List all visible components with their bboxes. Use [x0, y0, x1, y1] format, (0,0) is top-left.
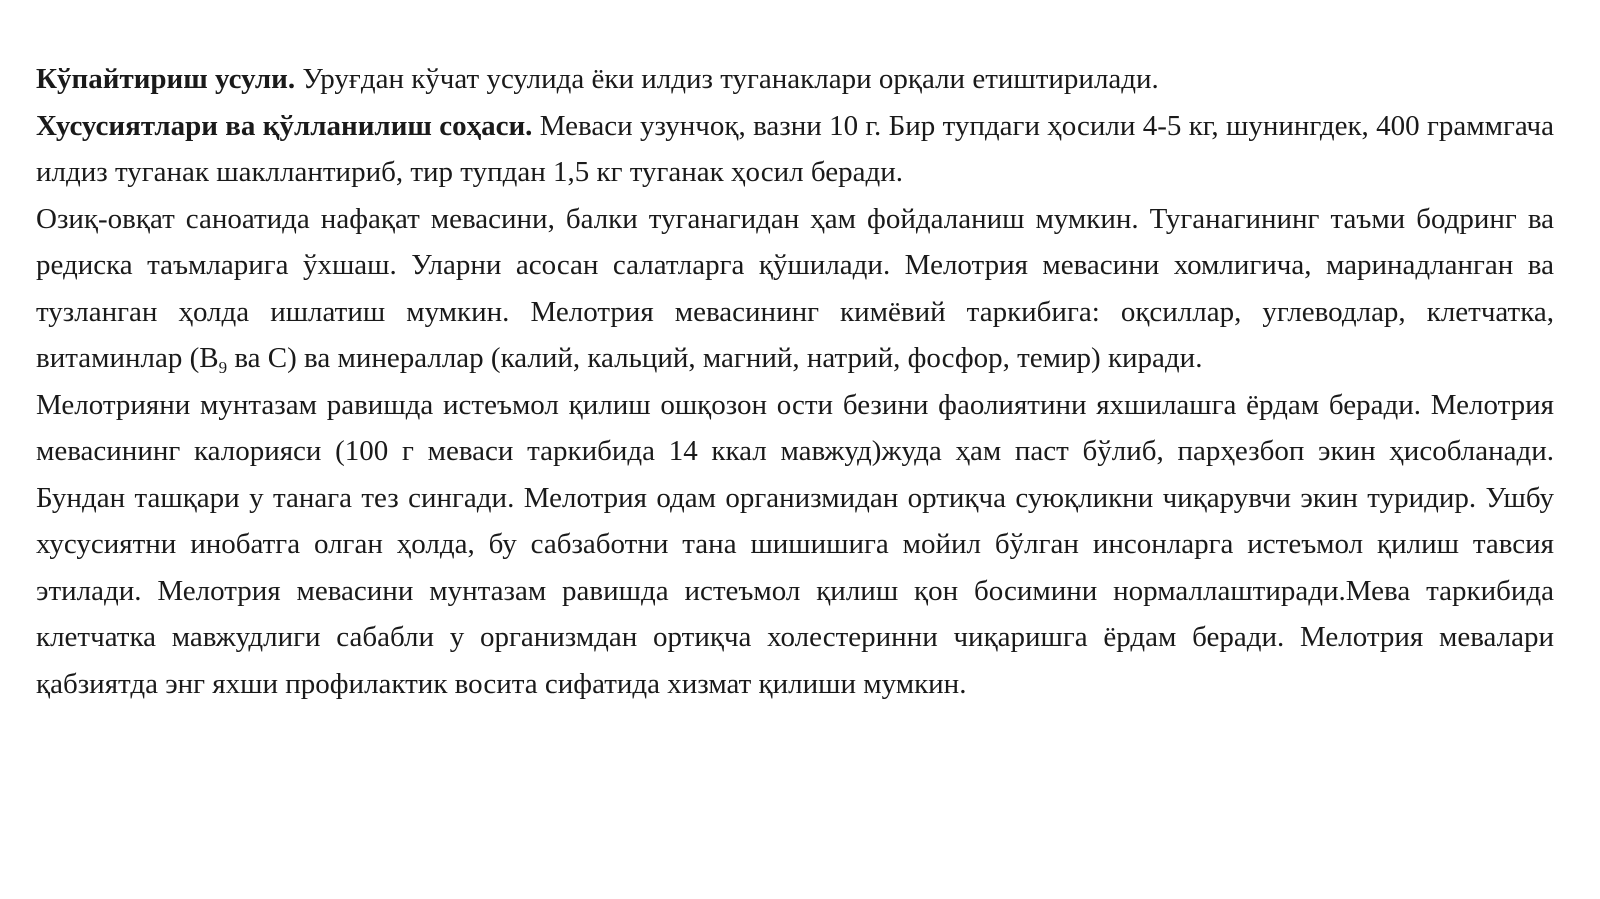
text-features: Меваси узунчоқ, вазни 10 г. Бир тупдаги ҳосили 4-5 кг, шунингдек, 400 граммгача илдиз туганак шакллантириб, тир тупдан 1,5 кг туганак ҳосил беради.	[36, 109, 1555, 188]
text-food-industry-after: ва С) ва минераллар (калий, кальций, магний, натрий, фосфор, темир) киради.	[227, 342, 1203, 374]
heading-propagation: Кўпайтириш усули.	[36, 63, 296, 95]
paragraph-food-industry	[36, 196, 1554, 382]
paragraph-features	[36, 103, 1554, 196]
text-food-industry-before: Озиқ-овқат саноатида нафақат мевасини, балки туганагидан ҳам фойдаланиш мумкин. Туганагининг таъми бодринг ва редиска таъмларига ўхшаш. Уларни асосан салатларга қўшилади. Мелотрия мевасини хомлигича, маринадланган ва тузланган ҳолда ишлатиш мумкин. Мелотрия мевасининг кимёвий таркибига: оқсиллар, углеводлар, клетчатка, витаминлар (В	[36, 202, 1554, 374]
heading-features: Хусусиятлари ва қўлланилиш соҳаси.	[36, 109, 533, 142]
paragraph-health-benefits	[36, 382, 1554, 708]
text-propagation: Уруғдан кўчат усулида ёки илдиз туганаклари орқали етиштирилади.	[295, 63, 1159, 95]
document-body	[36, 56, 1554, 707]
paragraph-propagation	[36, 56, 1554, 103]
text-health-benefits: Мелотрияни мунтазам равишда истеъмол қилиш ошқозон ости безини фаолиятини яхшилашга ёрдам беради. Мелотрия мевасининг калорияси (100 г меваси таркибида 14 ккал мавжуд)жуда ҳам паст бўлиб, парҳезбоп экин ҳисобланади. Бундан ташқари у танага тез сингади. Мелотрия одам организмидан ортиқча суюқликни чиқарувчи экин туридир. Ушбу хусусиятни инобатга олган ҳолда, бу сабзаботни тана шишишига мойил бўлган инсонларга истеъмол қилиш тавсия этилади. Мелотрия мевасини мунтазам равишда истеъмол қилиш қон босимини нормаллаштиради.Мева таркибида клетчатка мавжудлиги сабабли у организмдан ортиқча холестеринни чиқаришга ёрдам беради. Мелотрия мевалари қабзиятда энг яхши профилактик восита сифатида хизмат қилиши мумкин.	[36, 388, 1554, 700]
vitamin-subscript: 9	[218, 358, 228, 377]
